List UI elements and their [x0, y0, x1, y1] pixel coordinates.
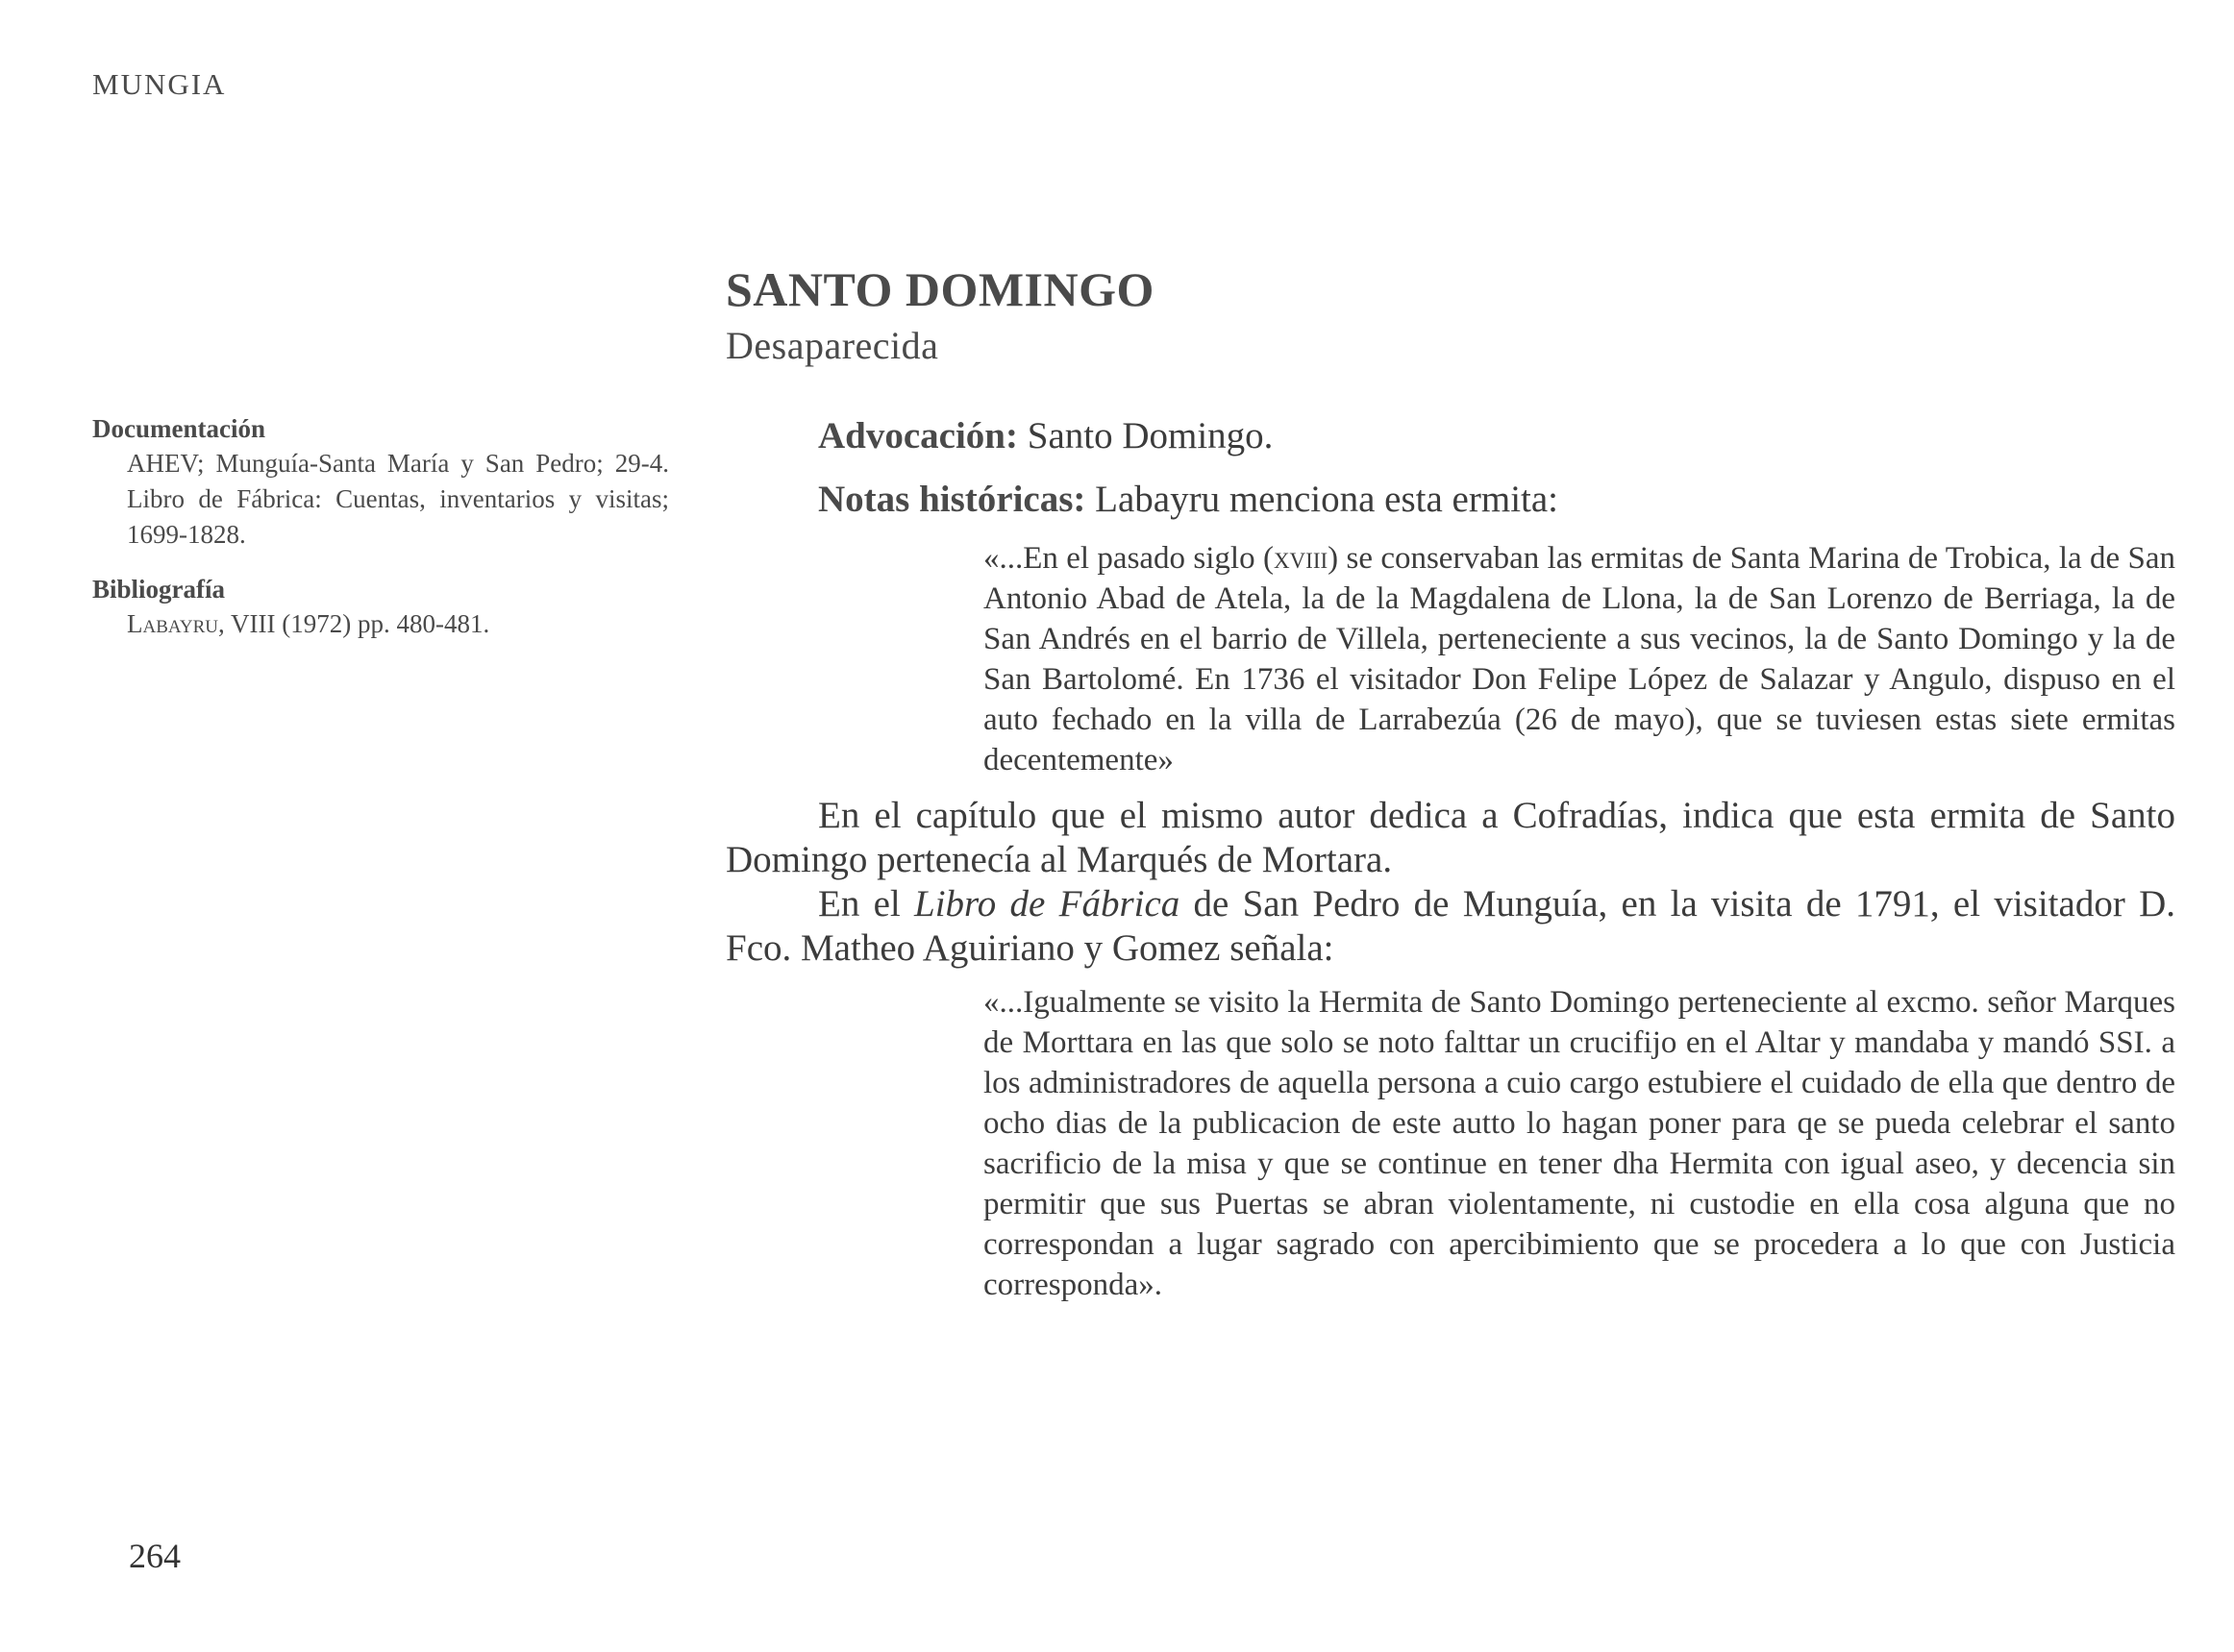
bibliografia-text	[127, 606, 669, 642]
quote1-century: xviii	[1273, 541, 1328, 576]
bibliografia-author: Labayru	[127, 609, 218, 638]
documentacion-heading: Documentación	[92, 414, 265, 443]
paragraph2-after: de San Pedro de Munguía, en la visita de 1791, el visitador D. Fco. Matheo Aguiriano y Gomez señala:	[726, 883, 2175, 969]
notas-label: Notas históricas:	[818, 479, 1086, 520]
notas-line	[818, 475, 2175, 525]
advocacion-line	[818, 411, 2175, 461]
quote1-before: «...En el pasado siglo (	[983, 541, 1274, 576]
running-head: MUNGIA	[92, 67, 227, 101]
paragraph-cofradias: En el capítulo que el mismo autor dedica a Cofradías, indica que esta ermita de Santo Domingo pertenecía al Marqués de Mortara.	[726, 795, 2175, 880]
page-number: 264	[129, 1537, 181, 1575]
page-subtitle: Desaparecida	[726, 324, 939, 367]
documentacion-text: AHEV; Munguía-Santa María y San Pedro; 29-4. Libro de Fábrica: Cuentas, inventarios y visitas; 1699-1828.	[127, 449, 669, 549]
paragraph2-before: En el	[818, 883, 915, 925]
paragraph2-italic: Libro de Fábrica	[914, 883, 1180, 925]
quote-labayru	[983, 538, 2175, 780]
quote-visita-1791: «...Igualmente se visito la Hermita de Santo Domingo perteneciente al excmo. señor Marques de Morttara en las que solo se noto falttar un crucifijo en el Altar y mandaba y mandó SSI. a los administradores de aquella persona a cuio cargo estubiere el cuidado de ella que dentro de ocho dias de la publicacion de este autto lo hagan poner para qe se pueda celebrar el santo sacrificio de la misa y que se continue en tener dha Hermita con igual aseo, y decencia sin permitir que sus Puertas se abran violentamente, ni custodie en ella cosa alguna que no correspondan a lugar sagrado con apercibimiento que se procedera a lo que con Justicia corresponda».	[983, 985, 2175, 1302]
paragraph-libro-fabrica	[726, 882, 2175, 971]
notas-value: Labayru menciona esta ermita:	[1095, 479, 1559, 520]
main-column	[726, 411, 2175, 1305]
quote1-after: ) se conservaban las ermitas de Santa Marina de Trobica, la de San Antonio Abad de Atela, la de la Magdalena de Llona, la de San Lorenzo de Berriaga, la de San Andrés en el barrio de Villela, perteneciente a sus vecinos, la de Santo Domingo y la de San Bartolomé. En 1736 el visitador Don Felipe López de Salazar y Angulo, dispuso en el auto fechado en la villa de Larrabezúa (26 de mayo), que se tuviesen estas siete ermitas decentemente»	[983, 541, 2176, 777]
bibliografia-reference: , VIII (1972) pp. 480-481.	[217, 609, 490, 638]
advocacion-label: Advocación:	[818, 415, 1018, 456]
sidebar	[92, 411, 669, 642]
bibliografia-heading: Bibliografía	[92, 575, 226, 604]
page-title: SANTO DOMINGO	[726, 262, 1154, 316]
advocacion-value: Santo Domingo.	[1027, 415, 1274, 456]
